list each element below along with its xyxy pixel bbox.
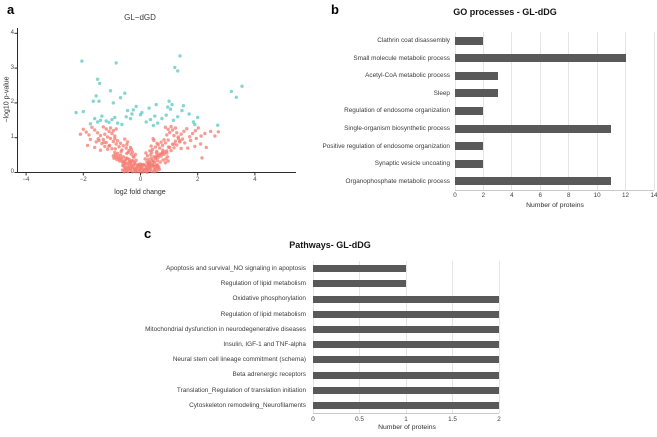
volcano-point-non-significant	[189, 139, 192, 142]
volcano-point-non-significant	[164, 126, 167, 129]
volcano-point-non-significant	[151, 137, 154, 140]
pathways-chart-title: Pathways- GL-dDG	[289, 240, 371, 250]
volcano-y-tick-label: 1	[10, 134, 14, 141]
volcano-point-non-significant	[112, 129, 115, 132]
volcano-y-tick-label: 3	[10, 64, 14, 71]
x-tick-label: 2	[481, 192, 486, 199]
volcano-point-non-significant	[169, 149, 172, 152]
volcano-point-non-significant	[134, 170, 137, 173]
bar	[455, 107, 483, 115]
bar	[313, 402, 499, 409]
volcano-point-non-significant	[107, 130, 110, 133]
axis-baseline	[455, 190, 654, 191]
bar	[455, 37, 483, 45]
x-tick-label: 1.5	[448, 416, 457, 423]
bar-category-label: Organophosphate metabolic process	[345, 177, 450, 185]
x-tick-label: 2	[497, 416, 501, 423]
volcano-point-non-significant	[154, 145, 157, 148]
volcano-point-non-significant	[113, 134, 116, 137]
volcano-point-non-significant	[175, 131, 178, 134]
bar	[313, 296, 499, 303]
volcano-point-non-significant	[126, 157, 129, 160]
volcano-point-non-significant	[123, 137, 126, 140]
bar	[455, 160, 483, 168]
volcano-point-non-significant	[96, 131, 99, 134]
volcano-point-non-significant	[102, 138, 105, 141]
volcano-point-non-significant	[149, 161, 152, 164]
bar-category-label: Cytoskeleton remodeling_Neurofilaments	[189, 401, 306, 409]
bar-category-label: Regulation of endosome organization	[344, 107, 450, 115]
volcano-point-significant	[193, 123, 196, 126]
volcano-point-non-significant	[168, 131, 171, 134]
volcano-point-non-significant	[106, 135, 109, 138]
volcano-point-non-significant	[82, 128, 85, 131]
volcano-point-non-significant	[173, 142, 176, 145]
volcano-point-non-significant	[108, 144, 111, 147]
volcano-point-non-significant	[167, 128, 170, 131]
volcano-point-significant	[95, 94, 98, 97]
volcano-x-tick-label: −4	[22, 177, 30, 183]
volcano-point-significant	[96, 120, 99, 123]
volcano-point-non-significant	[99, 149, 102, 152]
volcano-point-significant	[93, 117, 96, 120]
volcano-point-non-significant	[183, 141, 186, 144]
volcano-point-non-significant	[158, 168, 161, 171]
volcano-point-significant	[98, 82, 101, 85]
volcano-point-non-significant	[197, 126, 200, 129]
volcano-point-non-significant	[161, 149, 164, 152]
volcano-point-significant	[120, 123, 123, 126]
x-tick-label: 0	[453, 192, 457, 199]
volcano-point-non-significant	[87, 133, 90, 136]
volcano-point-significant	[160, 117, 163, 120]
bar	[455, 142, 483, 150]
volcano-point-non-significant	[86, 144, 89, 147]
bar-category-label: Neural stem cell lineage commitment (schema)	[172, 356, 306, 364]
volcano-point-non-significant	[115, 127, 118, 130]
volcano-point-significant	[119, 96, 122, 99]
bar	[313, 265, 406, 272]
volcano-point-non-significant	[137, 163, 140, 166]
x-tick-label: 0	[311, 416, 315, 423]
volcano-point-non-significant	[135, 159, 138, 162]
volcano-point-non-significant	[127, 167, 130, 170]
volcano-point-significant	[107, 121, 110, 124]
volcano-point-non-significant	[121, 168, 124, 171]
volcano-point-significant	[152, 124, 155, 127]
volcano-point-significant	[187, 112, 190, 115]
bar-category-label: Beta adrenergic receptors	[232, 371, 306, 379]
volcano-point-non-significant	[200, 156, 203, 159]
volcano-point-non-significant	[110, 147, 113, 150]
volcano-point-non-significant	[165, 133, 168, 136]
volcano-point-significant	[110, 118, 113, 121]
volcano-point-non-significant	[103, 145, 106, 148]
volcano-point-significant	[123, 92, 126, 95]
bar	[455, 72, 498, 80]
volcano-point-non-significant	[203, 132, 206, 135]
volcano-point-non-significant	[143, 157, 146, 160]
bar	[455, 125, 611, 133]
volcano-point-non-significant	[162, 138, 165, 141]
volcano-point-non-significant	[171, 128, 174, 131]
volcano-point-non-significant	[124, 166, 127, 169]
volcano-point-non-significant	[109, 137, 112, 140]
volcano-point-non-significant	[119, 142, 122, 145]
volcano-point-significant	[97, 100, 100, 103]
volcano-point-significant	[96, 78, 99, 81]
bar	[313, 341, 499, 348]
volcano-point-non-significant	[199, 142, 202, 145]
volcano-point-non-significant	[131, 154, 134, 157]
volcano-point-non-significant	[115, 158, 118, 161]
go-chart-title: GO processes - GL-dDG	[453, 7, 557, 17]
volcano-point-non-significant	[217, 130, 220, 133]
bar-category-label: Apoptosis and survival_NO signaling in apoptosis	[166, 265, 306, 273]
volcano-point-non-significant	[121, 160, 124, 163]
volcano-point-significant	[235, 96, 238, 99]
volcano-point-non-significant	[102, 125, 105, 128]
axis-baseline	[313, 413, 499, 414]
panel-label-a: a	[7, 2, 15, 17]
volcano-point-non-significant	[166, 155, 169, 158]
bar	[455, 177, 611, 185]
volcano-point-non-significant	[199, 134, 202, 137]
volcano-point-non-significant	[155, 150, 158, 153]
volcano-point-non-significant	[188, 135, 191, 138]
volcano-point-significant	[74, 111, 77, 114]
volcano-point-non-significant	[90, 126, 93, 129]
bar-category-label: Acetyl-CoA metabolic process	[365, 72, 450, 80]
bar-category-label: Regulation of lipid metabolism	[220, 310, 306, 318]
volcano-point-significant	[129, 117, 132, 120]
volcano-point-non-significant	[155, 142, 158, 145]
volcano-point-non-significant	[167, 145, 170, 148]
volcano-point-non-significant	[172, 146, 175, 149]
volcano-point-non-significant	[146, 154, 149, 157]
volcano-title: GL−dGD	[124, 13, 156, 22]
volcano-point-non-significant	[154, 156, 157, 159]
volcano-point-non-significant	[114, 147, 117, 150]
volcano-point-significant	[115, 61, 118, 64]
volcano-point-significant	[182, 104, 185, 107]
volcano-point-non-significant	[140, 163, 143, 166]
volcano-point-non-significant	[185, 127, 188, 130]
volcano-y-tick-label: 4	[10, 29, 14, 36]
volcano-point-non-significant	[194, 129, 197, 132]
volcano-point-significant	[135, 105, 138, 108]
volcano-point-significant	[165, 113, 168, 116]
volcano-point-significant	[153, 114, 156, 117]
volcano-point-significant	[80, 59, 83, 62]
volcano-point-significant	[176, 115, 179, 118]
x-tick-label: 14	[650, 192, 657, 199]
volcano-point-non-significant	[106, 148, 109, 151]
volcano-point-non-significant	[95, 140, 98, 143]
volcano-point-non-significant	[99, 134, 102, 137]
volcano-point-non-significant	[125, 143, 128, 146]
volcano-point-non-significant	[178, 139, 181, 142]
volcano-point-non-significant	[122, 144, 125, 147]
volcano-point-significant	[113, 116, 116, 119]
volcano-point-non-significant	[149, 144, 152, 147]
volcano-point-non-significant	[117, 145, 120, 148]
volcano-point-non-significant	[159, 160, 162, 163]
volcano-point-non-significant	[79, 133, 82, 136]
volcano-point-significant	[196, 116, 199, 119]
bar	[313, 326, 499, 333]
volcano-point-non-significant	[155, 164, 158, 167]
volcano-x-tick-label: −2	[79, 177, 87, 183]
x-tick-label: 10	[593, 192, 601, 199]
volcano-point-non-significant	[205, 146, 208, 149]
volcano-point-non-significant	[167, 138, 170, 141]
volcano-point-non-significant	[128, 160, 131, 163]
volcano-point-non-significant	[179, 147, 182, 150]
volcano-point-non-significant	[105, 127, 108, 130]
volcano-point-non-significant	[97, 137, 100, 140]
volcano-point-non-significant	[191, 132, 194, 135]
volcano-point-non-significant	[147, 158, 150, 161]
volcano-y-tick-label: 2	[10, 99, 14, 106]
volcano-point-significant	[216, 124, 219, 127]
volcano-point-significant	[178, 54, 181, 57]
volcano-point-non-significant	[119, 156, 122, 159]
bar-category-label: Single-organism biosynthetic process	[344, 125, 450, 133]
x-tick-label: 12	[622, 192, 630, 199]
volcano-point-non-significant	[152, 160, 155, 163]
volcano-point-non-significant	[165, 149, 168, 152]
volcano-point-significant	[172, 119, 175, 122]
volcano-point-significant	[126, 109, 129, 112]
volcano-x-tick-label: 0	[138, 177, 143, 183]
bar-category-label: Regulation of lipid metabolism	[220, 280, 306, 288]
volcano-point-non-significant	[161, 144, 164, 147]
volcano-point-non-significant	[186, 146, 189, 149]
volcano-point-non-significant	[93, 146, 96, 149]
volcano-svg	[0, 0, 300, 186]
bar-category-label: Sleep	[433, 89, 450, 97]
volcano-point-significant	[130, 112, 133, 115]
volcano-point-non-significant	[193, 145, 196, 148]
volcano-point-significant	[180, 109, 183, 112]
volcano-point-non-significant	[177, 135, 180, 138]
gridline	[654, 32, 655, 190]
volcano-point-significant	[155, 103, 158, 106]
volcano-point-non-significant	[153, 170, 156, 173]
bar-category-label: Oxidative phosphorylation	[232, 295, 306, 303]
bar-category-label: Synaptic vesicle uncoating	[374, 160, 450, 168]
volcano-point-significant	[166, 105, 169, 108]
volcano-point-significant	[82, 110, 85, 113]
volcano-point-non-significant	[112, 157, 115, 160]
volcano-point-non-significant	[209, 130, 212, 133]
volcano-point-significant	[139, 113, 142, 116]
volcano-point-non-significant	[115, 142, 118, 145]
volcano-point-significant	[89, 122, 92, 125]
volcano-point-significant	[173, 66, 176, 69]
panel-label-c: c	[144, 226, 152, 241]
volcano-point-non-significant	[149, 153, 152, 156]
volcano-point-non-significant	[102, 141, 105, 144]
volcano-point-non-significant	[85, 130, 88, 133]
volcano-point-non-significant	[179, 133, 182, 136]
x-tick-label: 4	[510, 192, 514, 199]
bar	[313, 372, 499, 379]
volcano-point-significant	[100, 114, 103, 117]
panel-label-b: b	[331, 2, 339, 17]
volcano-point-non-significant	[125, 146, 128, 149]
volcano-point-significant	[112, 101, 115, 104]
x-tick-label: 1	[404, 416, 408, 423]
volcano-point-non-significant	[89, 138, 92, 141]
volcano-point-non-significant	[114, 153, 117, 156]
volcano-point-significant	[176, 69, 179, 72]
volcano-x-tick-label: 2	[196, 177, 200, 183]
volcano-point-significant	[170, 103, 173, 106]
bar	[313, 387, 499, 394]
bar	[455, 89, 498, 97]
volcano-point-significant	[167, 100, 170, 103]
volcano-point-non-significant	[158, 146, 161, 149]
volcano-point-non-significant	[139, 166, 142, 169]
bar-category-label: Small molecule metabolic process	[353, 54, 450, 62]
bar-category-label: Translation_Regulation of translation initiation	[176, 386, 306, 394]
pathways-chart-x-axis-label: Number of proteins	[378, 424, 436, 431]
volcano-point-non-significant	[93, 128, 96, 131]
volcano-point-significant	[132, 108, 135, 111]
volcano-point-non-significant	[116, 139, 119, 142]
go-chart-x-axis-label: Number of proteins	[526, 202, 584, 209]
bar	[313, 311, 499, 318]
x-tick-label: 8	[566, 192, 571, 199]
volcano-point-significant	[145, 120, 148, 123]
bar	[313, 280, 406, 287]
volcano-point-non-significant	[164, 141, 167, 144]
volcano-point-significant	[156, 121, 159, 124]
volcano-point-non-significant	[159, 141, 162, 144]
bar	[455, 54, 626, 62]
bar-category-label: Positive regulation of endosome organization	[322, 142, 450, 150]
volcano-y-tick-label: 0	[10, 169, 14, 175]
volcano-point-non-significant	[182, 130, 185, 133]
volcano-point-significant	[116, 121, 119, 124]
volcano-point-non-significant	[172, 134, 175, 137]
volcano-point-non-significant	[195, 137, 198, 140]
volcano-point-non-significant	[103, 133, 106, 136]
bar-category-label: Mitochondrial dysfunction in neurodegenerative diseases	[145, 325, 306, 333]
volcano-point-non-significant	[213, 134, 216, 137]
volcano-point-non-significant	[164, 161, 167, 164]
volcano-point-significant	[240, 85, 243, 88]
volcano-point-significant	[109, 89, 112, 92]
x-tick-label: 6	[538, 192, 543, 199]
bar-category-label: Clathrin coat disassembly	[377, 37, 450, 45]
volcano-x-axis-label: log2 fold change	[114, 189, 166, 196]
volcano-point-non-significant	[174, 126, 177, 129]
volcano-point-non-significant	[117, 155, 120, 158]
volcano-point-significant	[147, 106, 150, 109]
volcano-point-non-significant	[119, 150, 122, 153]
volcano-x-tick-label: 4	[253, 177, 257, 183]
volcano-point-non-significant	[169, 125, 172, 128]
volcano-point-significant	[230, 90, 233, 93]
volcano-point-significant	[92, 100, 95, 103]
volcano-point-significant	[149, 118, 152, 121]
x-tick-label: 0.5	[355, 416, 364, 423]
volcano-point-non-significant	[148, 149, 151, 152]
volcano-point-significant	[125, 115, 128, 118]
volcano-point-significant	[99, 119, 102, 122]
bar	[313, 356, 499, 363]
volcano-point-non-significant	[130, 148, 133, 151]
volcano-y-axis-label: −log10 p-value	[3, 76, 11, 123]
volcano-point-non-significant	[161, 158, 164, 161]
volcano-point-non-significant	[109, 126, 112, 129]
volcano-point-significant	[169, 108, 172, 111]
bar-category-label: Insulin, IGF-1 and TNF-alpha	[223, 341, 306, 349]
volcano-point-non-significant	[112, 140, 115, 143]
